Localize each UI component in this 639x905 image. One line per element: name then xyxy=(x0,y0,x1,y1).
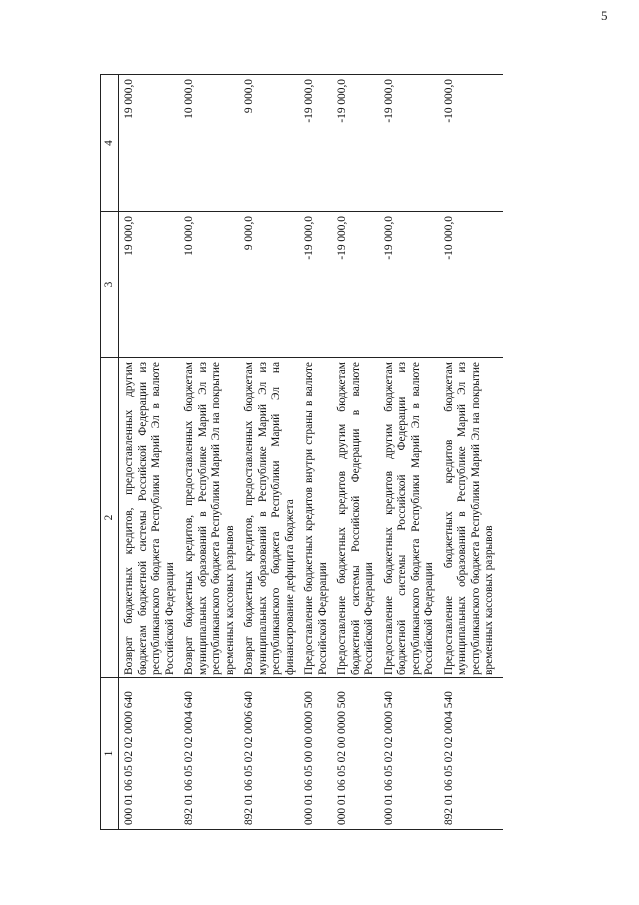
col-header-2: 2 xyxy=(101,358,119,678)
row-description: Возврат бюджетных кредитов, предоставленных бюджетам муниципальных образований в Республике Марий Эл из республиканского бюджета Республики Марий Эл на финансирование дефицита бюджета xyxy=(243,358,303,678)
header-row xyxy=(101,75,119,830)
row-value-col4: -19 000,0 xyxy=(303,75,336,212)
row-description: Возврат бюджетных кредитов, предоставленных другим бюджетам бюджетной системы Российской Федерации из республиканского бюджета Республики Марий Эл в валюте Российской Федерации xyxy=(119,358,184,678)
page-number: 5 xyxy=(601,8,608,23)
row-code: 000 01 06 05 02 02 0000 540 xyxy=(383,678,443,830)
row-value-col3: 9 000,0 xyxy=(243,212,303,358)
row-code: 892 01 06 05 02 02 0004 640 xyxy=(183,678,243,830)
row-value-col4: 19 000,0 xyxy=(119,75,184,212)
budget-table xyxy=(100,74,503,830)
row-value-col3: 19 000,0 xyxy=(119,212,184,358)
table-row xyxy=(183,75,243,830)
row-value-col4: 10 000,0 xyxy=(183,75,243,212)
row-code: 000 01 06 05 00 00 0000 500 xyxy=(303,678,336,830)
table-row xyxy=(336,75,383,830)
row-description: Возврат бюджетных кредитов, предоставленных бюджетам муниципальных образований в Республике Марий Эл из республиканского бюджета Республики Марий Эл на покрытие временных кассовых разрывов xyxy=(183,358,243,678)
row-value-col4: 9 000,0 xyxy=(243,75,303,212)
row-value-col3: -19 000,0 xyxy=(383,212,443,358)
row-description: Предоставление бюджетных кредитов бюджетам муниципальных образований в Республике Марий Эл из республиканского бюджета Республики Марий Эл на покрытие временных кассовых разрывов xyxy=(443,358,503,678)
col-header-1: 1 xyxy=(101,678,119,830)
row-description: Предоставление бюджетных кредитов внутри страны в валюте Российской Федерации xyxy=(303,358,336,678)
row-description: Предоставление бюджетных кредитов другим бюджетам бюджетной системы Российской Федерации в валюте Российской Федерации xyxy=(336,358,383,678)
row-value-col3: -19 000,0 xyxy=(336,212,383,358)
row-value-col4: -19 000,0 xyxy=(336,75,383,212)
table-row xyxy=(119,75,184,830)
row-code: 000 01 06 05 02 02 0000 640 xyxy=(119,678,184,830)
row-description: Предоставление бюджетных кредитов другим бюджетам бюджетной системы Российской Федерации из республиканского бюджета Республики Марий Эл в валюте Российской Федерации xyxy=(383,358,443,678)
row-value-col3: -10 000,0 xyxy=(443,212,503,358)
row-value-col4: -10 000,0 xyxy=(443,75,503,212)
row-value-col3: -19 000,0 xyxy=(303,212,336,358)
table-row xyxy=(383,75,443,830)
row-code: 892 01 06 05 02 02 0006 640 xyxy=(243,678,303,830)
col-header-4: 4 xyxy=(101,75,119,212)
table-row xyxy=(303,75,336,830)
col-header-3: 3 xyxy=(101,212,119,358)
row-code: 000 01 06 05 02 00 0000 500 xyxy=(336,678,383,830)
table-row xyxy=(243,75,303,830)
row-value-col3: 10 000,0 xyxy=(183,212,243,358)
rotated-table-container xyxy=(100,75,580,830)
row-value-col4: -19 000,0 xyxy=(383,75,443,212)
row-code: 892 01 06 05 02 02 0004 540 xyxy=(443,678,503,830)
table-row xyxy=(443,75,503,830)
